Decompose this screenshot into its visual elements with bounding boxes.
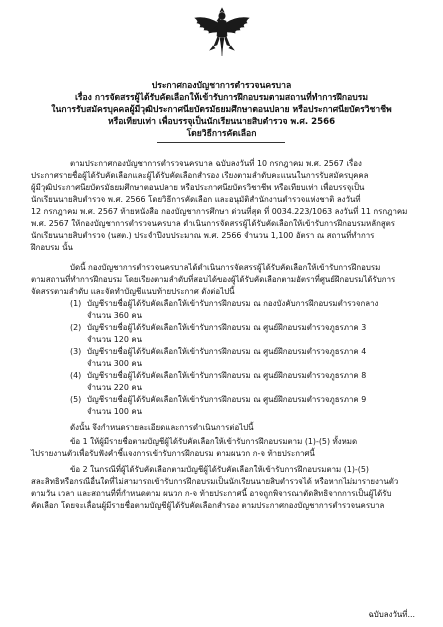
list-item-text: บัญชีรายชื่อผู้ได้รับคัดเลือกให้เข้ารับการฝึกอบรม ณ กองบังคับการฝึกอบรมตำรวจกลาง — [87, 299, 379, 308]
clause-2-line: ข้อ 2 ในกรณีที่ผู้ได้รับคัดเลือกตามบัญชีผู้ได้รับคัดเลือกให้เข้ารับการฝึกอบรมตาม (1)-(5) — [70, 465, 369, 474]
paragraph-line: จัดสรรตามลำดับ และจัดทำบัญชีแนบท้ายประกาศ ดังต่อไปนี้ — [31, 287, 235, 296]
clause-2-line: สละสิทธิหรือกรณีอื่นใดที่ไม่สามารถเข้ารับการฝึกอบรมเป็นนักเรียนนายสิบตำรวจได้ หรือหากไม่มารายงานตัว — [31, 477, 399, 486]
list-item-count: จำนวน 360 คน — [87, 311, 143, 320]
intro-line: พ.ศ. 2567 ให้กองบัญชาการตำรวจนครบาล ดำเนินการจัดสรรผู้ได้รับคัดเลือกให้เข้ารับการฝึกอบรมหลักสูตร — [31, 219, 396, 228]
list-item-text: บัญชีรายชื่อผู้ได้รับคัดเลือกให้เข้ารับการฝึกอบรม ณ ศูนย์ฝึกอบรมตำรวจภูธรภาค 3 — [87, 323, 367, 332]
intro-line: นักเรียนนายสิบตำรวจ (นสต.) ประจำปีงบประมาณ พ.ศ. 2566 จำนวน 1,100 อัตรา ณ สถานที่ทำการ — [31, 231, 375, 240]
intro-line: 12 กรกฎาคม พ.ศ. 2567 ท้ายหนังสือ กองบัญชาการศึกษา ด่วนที่สุด ที่ 0034.223/1063 ลงวันที่ 11 กรกฎาคม — [31, 207, 408, 216]
continuation-note: ฉบับลงวันที่... — [368, 610, 415, 619]
list-item-count: จำนวน 120 คน — [87, 335, 143, 344]
intro-line: ผู้มีวุฒิประกาศนียบัตรมัธยมศึกษาตอนปลาย หรือประกาศนียบัตรวิชาชีพ หรือเทียบเท่า เพื่อบรรจุเป็น — [31, 183, 365, 192]
list-item-count: จำนวน 100 คน — [87, 407, 143, 416]
intro-line: ฝึกอบรม นั้น — [31, 243, 73, 252]
list-item-number: (2) — [70, 323, 82, 332]
subject-line: ในการรับสมัครบุคคลผู้มีวุฒิประกาศนียบัตรมัธยมศึกษาตอนปลาย หรือประกาศนียบัตรวิชาชีพ — [51, 105, 392, 115]
garuda-emblem-icon — [193, 6, 251, 58]
paragraph-line: ตามสถานที่ทำการฝึกอบรม โดยเรียงตามลำดับที่สอบได้ของผู้ได้รับคัดเลือกตามอัตราที่ศูนย์ฝึกอบรมได้รับการ — [31, 275, 396, 284]
list-item-number: (1) — [70, 299, 82, 308]
subject-line: โดยวิธีการคัดเลือก — [186, 129, 257, 139]
list-item-count: จำนวน 300 คน — [87, 359, 143, 368]
clause-1-line: ข้อ 1 ให้ผู้มีรายชื่อตามบัญชีผู้ได้รับคัดเลือกให้เข้ารับการฝึกอบรมตาม (1)-(5) ทั้งหมด — [70, 437, 358, 446]
intro-line: นักเรียนนายสิบตำรวจ พ.ศ. 2566 โดยวิธีการคัดเลือก และอนุมัติสำนักงานตำรวจแห่งชาติ ลงวันที่ — [31, 195, 361, 204]
list-item-text: บัญชีรายชื่อผู้ได้รับคัดเลือกให้เข้ารับการฝึกอบรม ณ ศูนย์ฝึกอบรมตำรวจภูธรภาค 8 — [87, 371, 367, 380]
list-item-count: จำนวน 220 คน — [87, 383, 143, 392]
clause-2-line: ตามวัน เวลา และสถานที่ที่กำหนดตาม ผนวก ก-จ ท้ายประกาศนี้ อาจถูกพิจารณาตัดสิทธิจากการเป็นผู้ได้รับ — [31, 489, 392, 498]
list-item-number: (3) — [70, 347, 82, 356]
document-title: ประกาศกองบัญชาการตำรวจนครบาล — [151, 81, 292, 91]
subject-line: เรื่อง การจัดสรรผู้ได้รับคัดเลือกให้เข้ารับการฝึกอบรมตามสถานที่ทำการฝึกอบรม — [74, 93, 369, 103]
paragraph-line: บัดนี้ กองบัญชาการตำรวจนครบาลได้ดำเนินการจัดสรรผู้ได้รับคัดเลือกให้เข้ารับการฝึกอบรม — [70, 263, 381, 272]
list-item-number: (4) — [70, 371, 82, 380]
list-item-text: บัญชีรายชื่อผู้ได้รับคัดเลือกให้เข้ารับการฝึกอบรม ณ ศูนย์ฝึกอบรมตำรวจภูธรภาค 4 — [87, 347, 367, 356]
paragraph-line: ดังนั้น จึงกำหนดรายละเอียดและการดำเนินการต่อไปนี้ — [70, 423, 254, 432]
clause-1-line: ไปรายงานตัวเพื่อรับฟังคำชี้แจงการเข้ารับการฝึกอบรม ตามผนวก ก-จ ท้ายประกาศนี้ — [31, 449, 315, 458]
title-divider — [157, 142, 285, 143]
list-item-text: บัญชีรายชื่อผู้ได้รับคัดเลือกให้เข้ารับการฝึกอบรม ณ ศูนย์ฝึกอบรมตำรวจภูธรภาค 9 — [87, 395, 367, 404]
intro-line: ประกาศรายชื่อผู้ได้รับคัดเลือกและผู้ได้รับคัดเลือกสำรอง เรียงตามลำดับคะแนนในการรับสมัครบุคคล — [31, 171, 369, 180]
list-item-number: (5) — [70, 395, 82, 404]
intro-line: ตามประกาศกองบัญชาการตำรวจนครบาล ฉบับลงวันที่ 10 กรกฎาคม พ.ศ. 2567 เรื่อง — [70, 159, 362, 168]
clause-2-line: คัดเลือก โดยจะเลื่อนผู้มีรายชื่อตามบัญชีผู้ได้รับคัดเลือกสำรอง ตามประกาศกองบัญชาการตำรวจนครบาล — [31, 501, 385, 510]
subject-line: หรือเทียบเท่า เพื่อบรรจุเป็นนักเรียนนายสิบตำรวจ พ.ศ. 2566 — [107, 117, 336, 127]
